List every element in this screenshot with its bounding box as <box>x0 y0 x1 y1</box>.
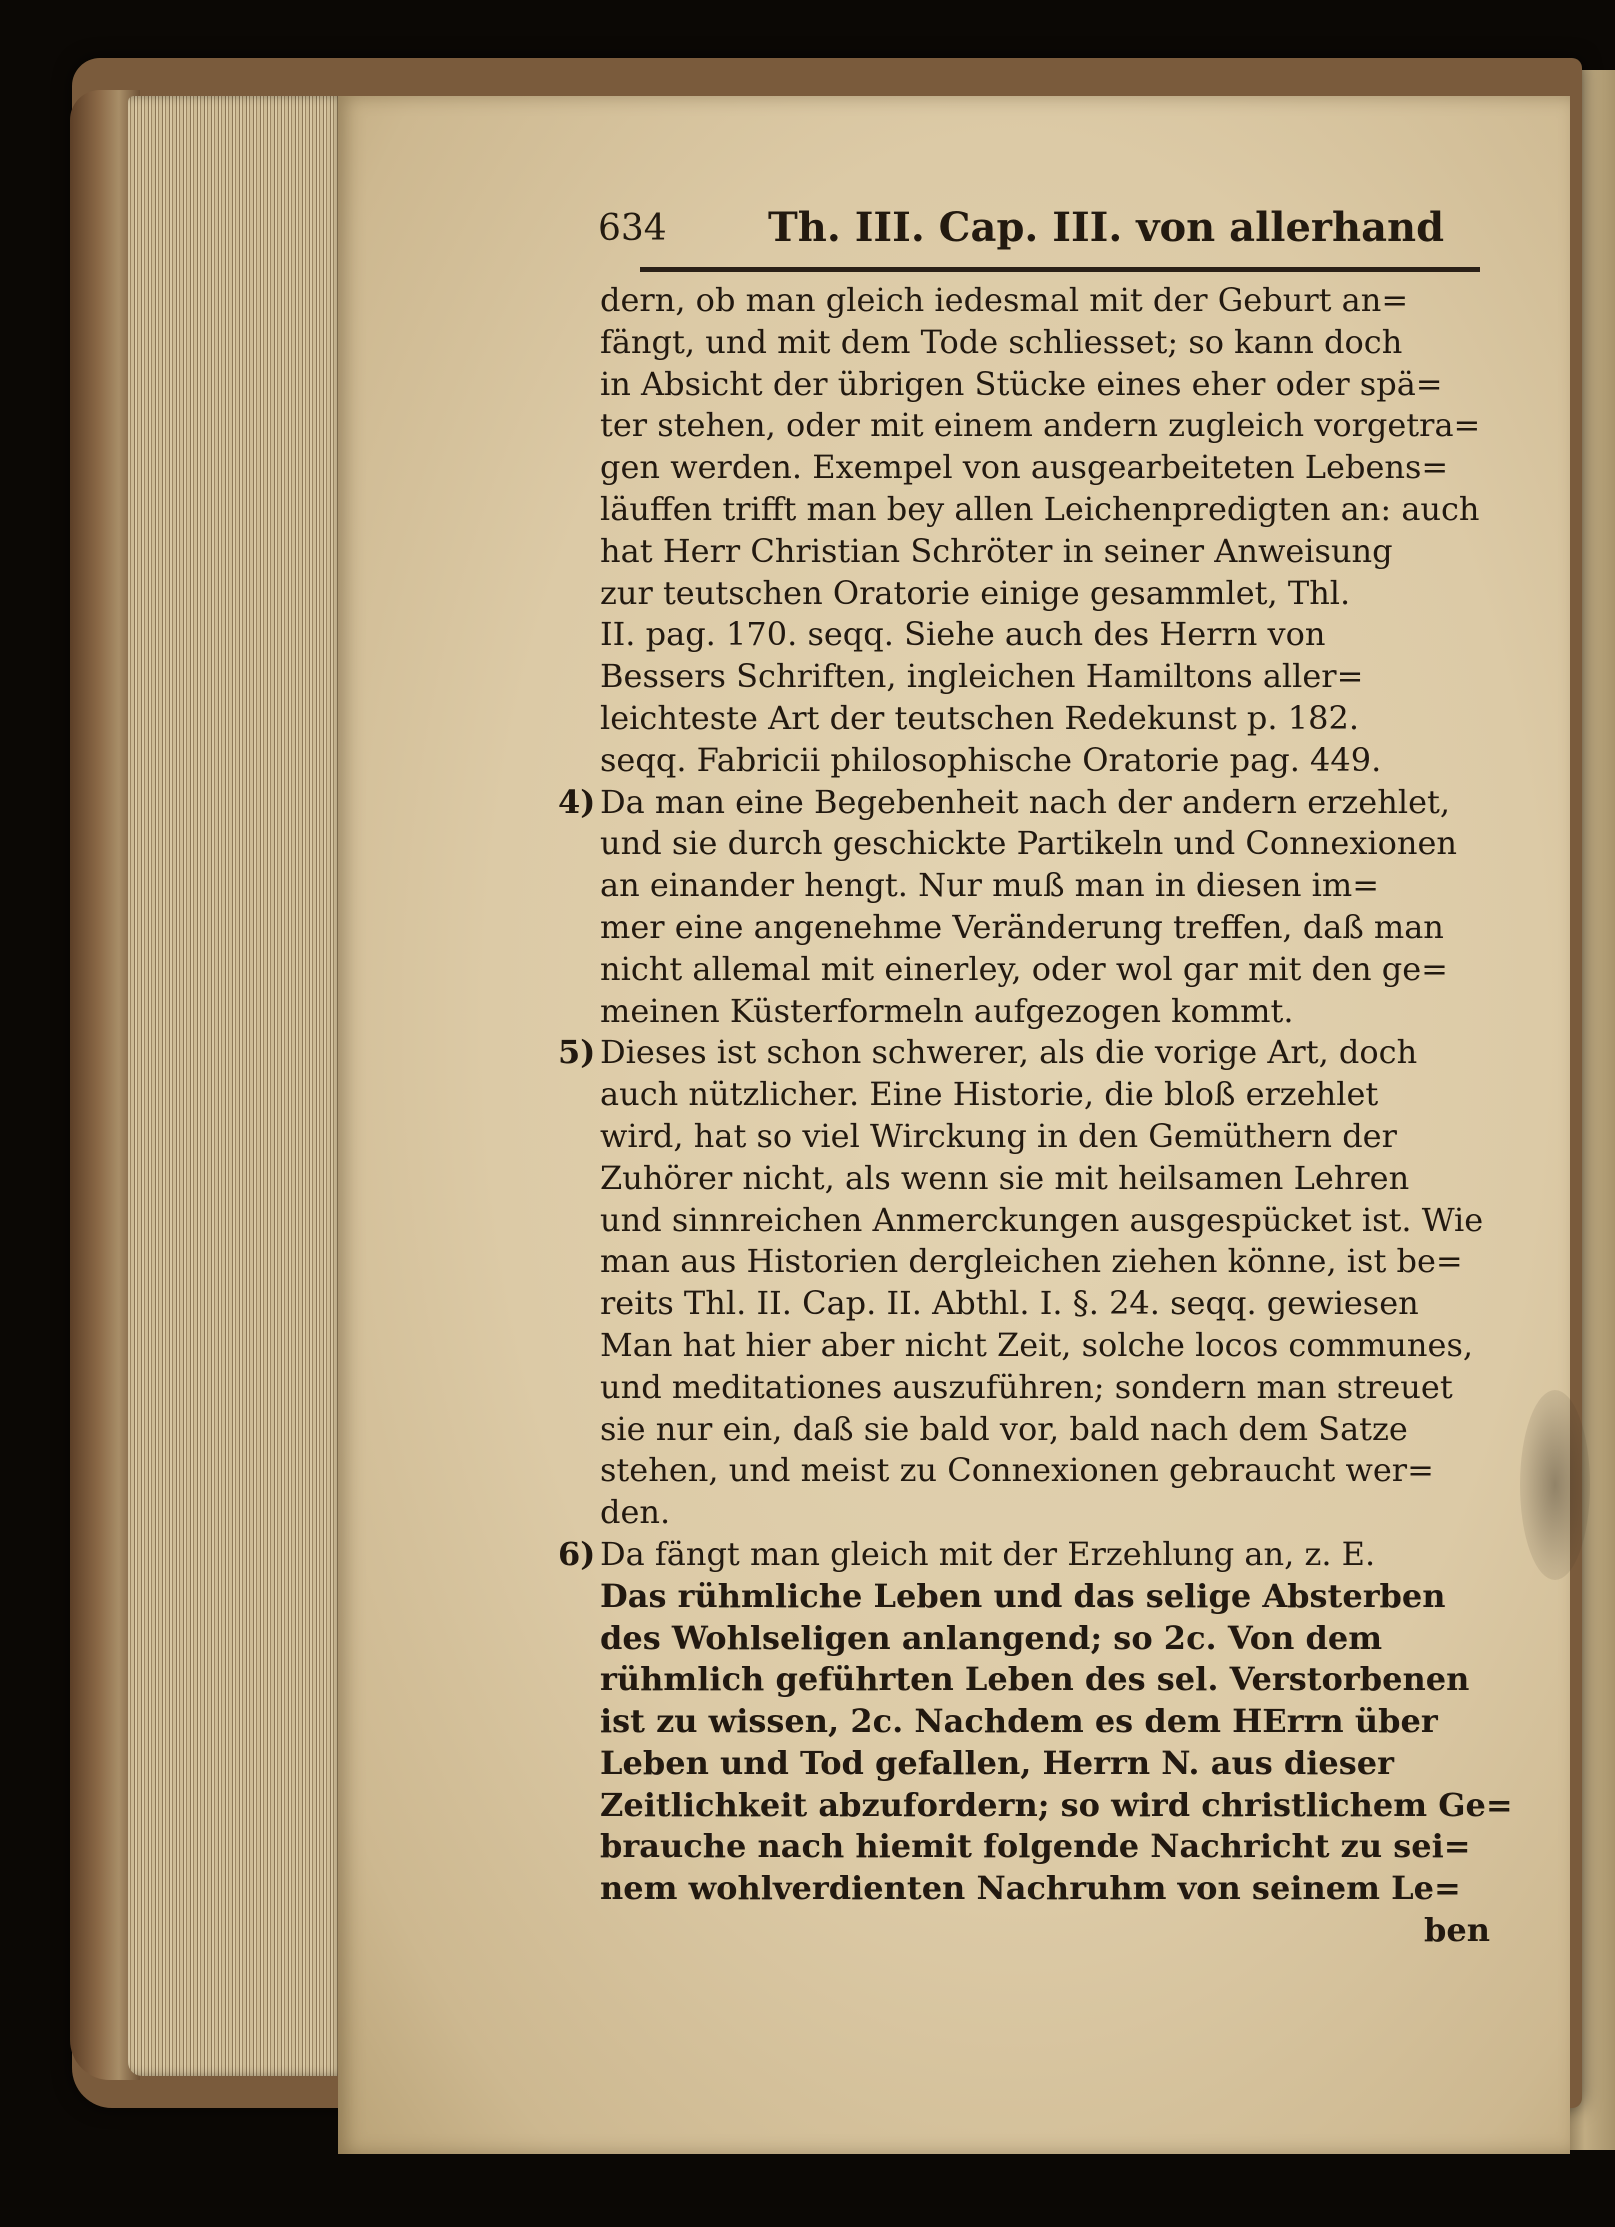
text-line: leichteste Art der teutschen Redekunst p. 182. <box>600 698 1359 737</box>
header-rule <box>640 267 1480 272</box>
list-marker-4: 4) <box>558 782 596 821</box>
text-line: Man hat hier aber nicht Zeit, solche locos communes, <box>600 1325 1474 1364</box>
page-number: 634 <box>598 208 667 249</box>
text-line: Da man eine Begebenheit nach der andern erzehlet, <box>600 782 1451 821</box>
text-line: mer eine angenehme Veränderung treffen, daß man <box>600 907 1444 946</box>
text-line: Zuhörer nicht, als wenn sie mit heilsamen Lehren <box>600 1158 1410 1197</box>
text-line: Bessers Schriften, ingleichen Hamiltons aller= <box>600 657 1364 696</box>
text-line: dern, ob man gleich iedesmal mit der Geburt an= <box>600 281 1409 319</box>
text-line: brauche nach hiemit folgende Nachricht zu sei= <box>600 1827 1471 1866</box>
text-line: den. <box>600 1493 671 1532</box>
text-line: Leben und Tod gefallen, Herrn N. aus dieser <box>600 1743 1394 1782</box>
text-line: an einander hengt. Nur muß man in diesen im= <box>600 866 1380 905</box>
list-marker-5: 5) <box>558 1033 596 1072</box>
text-line: zur teutschen Oratorie einige gesammlet, Thl. <box>600 573 1351 612</box>
list-marker-6: 6) <box>558 1534 596 1573</box>
text-line: in Absicht der übrigen Stücke eines eher oder spä= <box>600 364 1443 403</box>
text-line: man aus Historien dergleichen ziehen könne, ist be= <box>600 1242 1463 1281</box>
text-line: des Wohlseligen anlangend; so 2c. Von dem <box>600 1618 1383 1657</box>
ink-stain <box>1520 1390 1590 1580</box>
text-line: seqq. Fabricii philosophische Oratorie pag. 449. <box>600 740 1382 779</box>
text-line: auch nützlicher. Eine Historie, die bloß erzehlet <box>600 1075 1379 1114</box>
text-line: hat Herr Christian Schröter in seiner Anweisung <box>600 531 1393 570</box>
text-line: reits Thl. II. Cap. II. Abthl. I. §. 24. seqq. gewiesen <box>600 1284 1419 1323</box>
list-item-5-first-line <box>558 1032 1490 1074</box>
text-line: meinen Küsterformeln aufgezogen kommt. <box>600 991 1294 1030</box>
text-line: rühmlich geführten Leben des sel. Verstorbenen <box>600 1660 1470 1699</box>
text-line: und sinnreichen Anmerckungen ausgespücket ist. Wie <box>600 1200 1484 1239</box>
running-head-title: Th. III. Cap. III. von allerhand <box>768 204 1445 251</box>
list-item-4-first-line <box>558 782 1490 824</box>
text-line: nem wohlverdienten Nachruhm von seinem Le= <box>600 1869 1461 1908</box>
text-line: wird, hat so viel Wirckung in den Gemüthern der <box>600 1116 1397 1155</box>
running-head <box>598 198 1478 258</box>
text-line: Da fängt man gleich mit der Erzehlung an, z. E. <box>600 1534 1376 1573</box>
body-text <box>558 280 1513 1952</box>
page-stack <box>128 96 346 2076</box>
text-line: stehen, und meist zu Connexionen gebraucht wer= <box>600 1451 1434 1490</box>
list-item-6-first-line <box>558 1534 1490 1576</box>
text-line: II. pag. 170. seqq. Siehe auch des Herrn von <box>600 615 1326 654</box>
text-line: und meditationes auszuführen; sondern man streuet <box>600 1367 1453 1406</box>
text-line: Dieses ist schon schwerer, als die vorige Art, doch <box>600 1033 1418 1072</box>
text-line: gen werden. Exempel von ausgearbeiteten Lebens= <box>600 448 1449 487</box>
text-line: Das rühmliche Leben und das selige Absterben <box>600 1576 1446 1615</box>
text-line: ist zu wissen, 2c. Nachdem es dem HErrn über <box>600 1702 1438 1741</box>
catchword: ben <box>1424 1911 1490 1950</box>
text-line: nicht allemal mit einerley, oder wol gar mit den ge= <box>600 949 1448 988</box>
text-line: fängt, und mit dem Tode schliesset; so kann doch <box>600 322 1403 361</box>
text-line: läuffen trifft man bey allen Leichenpredigten an: auch <box>600 489 1480 528</box>
text-line: sie nur ein, daß sie bald vor, bald nach dem Satze <box>600 1409 1408 1448</box>
text-line: Zeitlichkeit abzufordern; so wird christlichem Ge= <box>600 1785 1513 1824</box>
text-line: ter stehen, oder mit einem andern zugleich vorgetra= <box>600 406 1481 445</box>
text-line: und sie durch geschickte Partikeln und Connexionen <box>600 824 1458 863</box>
